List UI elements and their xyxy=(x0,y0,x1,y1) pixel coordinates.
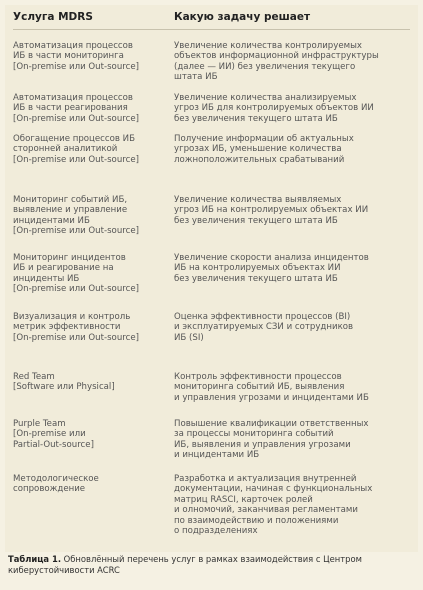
service-cell: Методологическое сопровождение xyxy=(13,474,99,495)
service-cell: Визуализация и контроль метрик эффективности [On-premise или Out-source] xyxy=(13,312,139,343)
caption-text: Обновлённый перечень услуг в рамках взаимодействия с Центром киберустойчивости ACRC xyxy=(8,554,362,575)
service-cell: Red Team [Software или Physical] xyxy=(13,372,115,393)
header-service: Услуга MDRS xyxy=(13,11,93,23)
service-cell: Обогащение процессов ИБ сторонней аналитикой [On-premise или Out-source] xyxy=(13,134,139,165)
table-caption xyxy=(8,554,418,576)
service-cell: Мониторинг событий ИБ, выявление и управление инцидентами ИБ [On-premise или Out-source] xyxy=(13,195,139,237)
task-cell: Увеличение количества выявляемых угроз ИБ на контролируемых объектах ИИ без увеличения текущего штата ИБ xyxy=(174,195,369,226)
task-cell: Увеличение скорости анализа инцидентов ИБ на контролируемых объектах ИИ без увеличения текущего штата ИБ xyxy=(174,253,369,284)
service-cell: Мониторинг инцидентов ИБ и реагирование на инциденты ИБ [On-premise или Out-source] xyxy=(13,253,139,295)
service-cell: Автоматизация процессов ИБ в части реагирования [On-premise или Out-source] xyxy=(13,93,139,124)
service-cell: Автоматизация процессов ИБ в части мониторинга [On-premise или Out-source] xyxy=(13,41,139,72)
header-divider xyxy=(13,29,410,30)
task-cell: Разработка и актуализация внутренней документации, начиная с функциональных матриц RASCI, карточек ролей и олномочий, заканчивая регламентами по взаимодействию и положениями о подразделениях xyxy=(174,474,373,537)
task-cell: Увеличение количества анализируемых угроз ИБ для контролируемых объектов ИИ без увеличения текущего штата ИБ xyxy=(174,93,374,124)
task-cell: Контроль эффективности процессов мониторинга событий ИБ, выявления и управления угрозами и инцидентами ИБ xyxy=(174,372,369,403)
task-cell: Оценка эффективности процессов (BI) и эксплуатируемых СЗИ и сотрудников ИБ (SI) xyxy=(174,312,354,343)
caption-label: Таблица 1. xyxy=(8,554,61,564)
services-table xyxy=(5,5,418,552)
task-cell: Получение информации об актуальных угрозах ИБ, уменьшение количества ложноположительных срабатываний xyxy=(174,134,354,165)
task-cell: Увеличение количества контролируемых объектов информационной инфраструктуры (далее — ИИ) без увеличения текущего штата ИБ xyxy=(174,41,379,83)
header-task: Какую задачу решает xyxy=(174,11,311,23)
task-cell: Повышение квалификации ответственных за процессы мониторинга событий ИБ, выявления и управления угрозами и инцидентами ИБ xyxy=(174,419,369,461)
service-cell: Purple Team [On-premise или Partial-Out-source] xyxy=(13,419,94,450)
